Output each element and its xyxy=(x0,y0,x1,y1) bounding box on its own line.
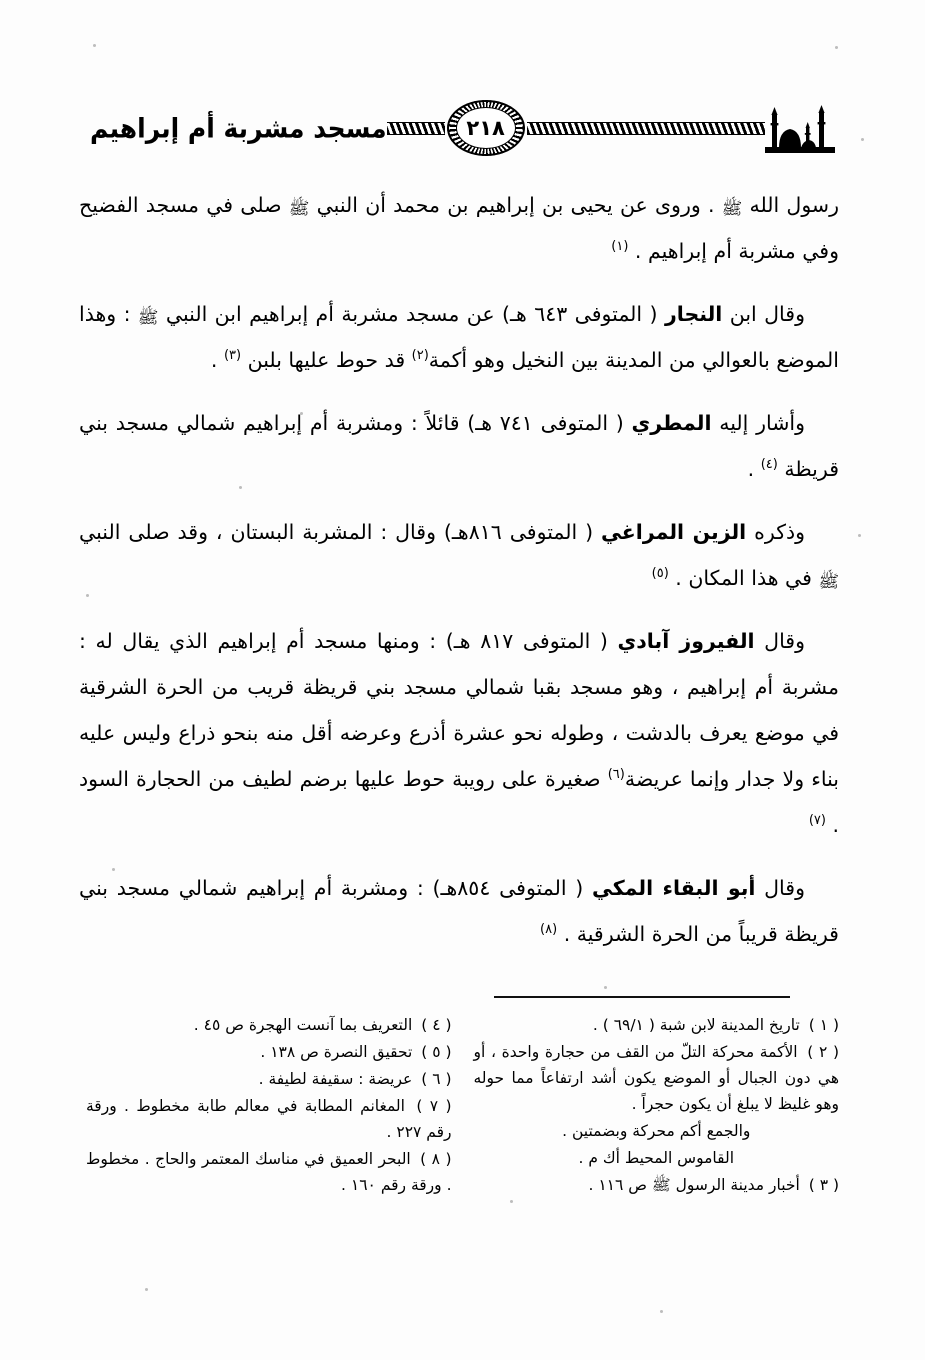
footnote-text: تحقيق النصرة ص ١٣٨ . xyxy=(260,1043,413,1061)
footnote-text: القاموس المحيط أك م . xyxy=(578,1149,735,1167)
footnote-reference: (٥) xyxy=(651,566,669,582)
paragraph-3: وأشار إليه المطري ( المتوفى ٧٤١ هـ) قائلاً : ومشربة أم إبراهيم شمالي مسجد بني قريظة $^{(٤)}$ . xyxy=(79,411,839,481)
paragraph-4: وذكره الزين المراغي ( المتوفى ٨١٦هـ) وقال : المشربة البستان ، وقد صلى النبي ﷺ في هذا المكان . $^{(٥)}$ xyxy=(79,520,839,592)
footnote-text: والجمع أكم محركة وبضمتين . xyxy=(562,1122,751,1140)
running-title: مسجد مشربة أم إبراهيم xyxy=(90,112,387,144)
paragraph-5: وقال الفيروز آبادي ( المتوفى ٨١٧ هـ) : ومنها مسجد أم إبراهيم الذي يقال له : مشربة أم إبراهيم ، وهو مسجد بقبا شمالي مسجد بني قريظة قريب من الحرة الشرقية في موضع يعرف بالدشت ، وطوله نحو عشرة أذرع وعرضه أقل منه بنحو ذراع وليس عليه بناء ولا جدار وإنما عريضة$^{(٦)}$ صغيرة على رويبة حوط عليها برضم لطيف من الحجارة السود . $^{(٧)}$ xyxy=(79,629,839,837)
author-name: المطري xyxy=(631,411,712,435)
mosque-silhouette-icon xyxy=(765,103,835,153)
paragraph-6: وقال أبو البقاء المكي ( المتوفى ٨٥٤هـ) : ومشربة أم إبراهيم شمالي مسجد بني قريظة قريباً من الحرة الشرقية . $^{(٨)}$ xyxy=(79,876,839,946)
footnote-text: أخبار مدينة الرسول ﷺ ص ١١٦ . xyxy=(588,1176,800,1194)
footnote-column-left xyxy=(86,1012,452,1199)
footnote-reference: (٨) xyxy=(540,922,558,938)
scan-speck xyxy=(604,986,607,989)
footnote-marker: ( ٨ ) xyxy=(414,1150,452,1168)
footnote-separator xyxy=(494,996,790,998)
footnote-item xyxy=(86,1146,452,1198)
salawat-glyph-icon: ﷺ xyxy=(288,199,310,219)
footnote-marker: ( ٧ ) xyxy=(408,1097,452,1115)
footnote-text: التعريف بما آنست الهجرة ص ٤٥ . xyxy=(193,1016,413,1034)
author-name: الزين المراغي xyxy=(601,520,747,544)
author-name: أبو البقاء المكي xyxy=(592,876,756,900)
footnote-text: الأكمة محركة التلّ من القف من حجارة واحدة ، أو هي دون الجبال أو الموضع يكون أشد ارتفاعاً مما حوله وهو غليظ لا يبلغ أن يكون حجراً . xyxy=(473,1043,839,1113)
body-text xyxy=(79,182,839,974)
footnote-reference: (١) xyxy=(611,239,629,255)
rope-ornament-right xyxy=(387,122,445,135)
salawat-glyph-icon: ﷺ xyxy=(818,572,839,592)
footnote-text: المغانم المطابة في معالم طابة مخطوط . ورقة رقم ٢٢٧ . xyxy=(86,1097,452,1141)
footnote-text: البحر العميق في مناسك المعتمر والحاج . مخطوط . ورقة رقم ١٦٠ . xyxy=(86,1150,452,1194)
scan-speck xyxy=(835,46,838,49)
footnote-item xyxy=(86,1093,452,1145)
scan-speck xyxy=(861,138,864,141)
scan-speck xyxy=(145,1288,148,1291)
footnote-item xyxy=(474,1172,840,1198)
footnote-item xyxy=(474,1145,840,1171)
footnote-marker: ( ٤ ) xyxy=(416,1016,452,1034)
paragraph-2: وقال ابن النجار ( المتوفى ٦٤٣ هـ) عن مسجد مشربة أم إبراهيم ابن النبي ﷺ : وهذا الموضع بالعوالي من المدينة بين النخيل وهو أكمة$^{(٢)}$ قد حوط عليها بلبن $^{(٣)}$ . xyxy=(79,302,839,372)
salawat-glyph-icon: ﷺ xyxy=(721,199,743,219)
rope-ornament-left xyxy=(527,122,765,135)
author-name: النجار xyxy=(664,302,723,326)
footnote-reference: (٣) xyxy=(223,348,242,364)
scan-speck xyxy=(93,44,96,47)
footnote-item xyxy=(474,1118,840,1144)
salawat-glyph-icon: ﷺ xyxy=(137,308,159,328)
footnote-marker: ( ٥ ) xyxy=(416,1043,452,1061)
footnote-item xyxy=(86,1012,452,1038)
page-number-medallion xyxy=(447,100,525,156)
scan-speck xyxy=(510,1200,513,1203)
footnote-text: عريضة : سقيفة لطيفة . xyxy=(258,1070,413,1088)
footnote-reference: (٧) xyxy=(808,813,826,829)
page-header xyxy=(80,96,845,160)
footnote-reference: (٢) xyxy=(411,348,429,364)
footnote-item xyxy=(86,1039,452,1065)
footnote-marker: ( ٢ ) xyxy=(801,1043,839,1061)
footnote-text: تاريخ المدينة لابن شبة ( ٦٩/١ ) . xyxy=(592,1016,800,1034)
footnote-column-right xyxy=(474,1012,840,1199)
scan-speck xyxy=(660,1310,663,1313)
footnote-item xyxy=(474,1039,840,1117)
page-number: ٢١٨ xyxy=(466,115,505,140)
footnote-item xyxy=(86,1066,452,1092)
footnote-marker: ( ٣ ) xyxy=(803,1176,839,1194)
footnote-marker: ( ٦ ) xyxy=(416,1070,452,1088)
author-name: الفيروز آبادي xyxy=(617,629,755,653)
footnote-item xyxy=(474,1012,840,1038)
footnote-reference: (٤) xyxy=(760,457,778,473)
footnotes-section xyxy=(86,1012,839,1199)
paragraph-1: رسول الله ﷺ . وروى عن يحيى بن إبراهيم بن محمد أن النبي ﷺ صلى في مسجد الفضيح وفي مشربة أم إبراهيم . $^{(١)}$ xyxy=(79,193,839,263)
footnote-reference: (٦) xyxy=(607,767,625,783)
footnote-marker: ( ١ ) xyxy=(803,1016,839,1034)
scan-speck xyxy=(858,534,861,537)
